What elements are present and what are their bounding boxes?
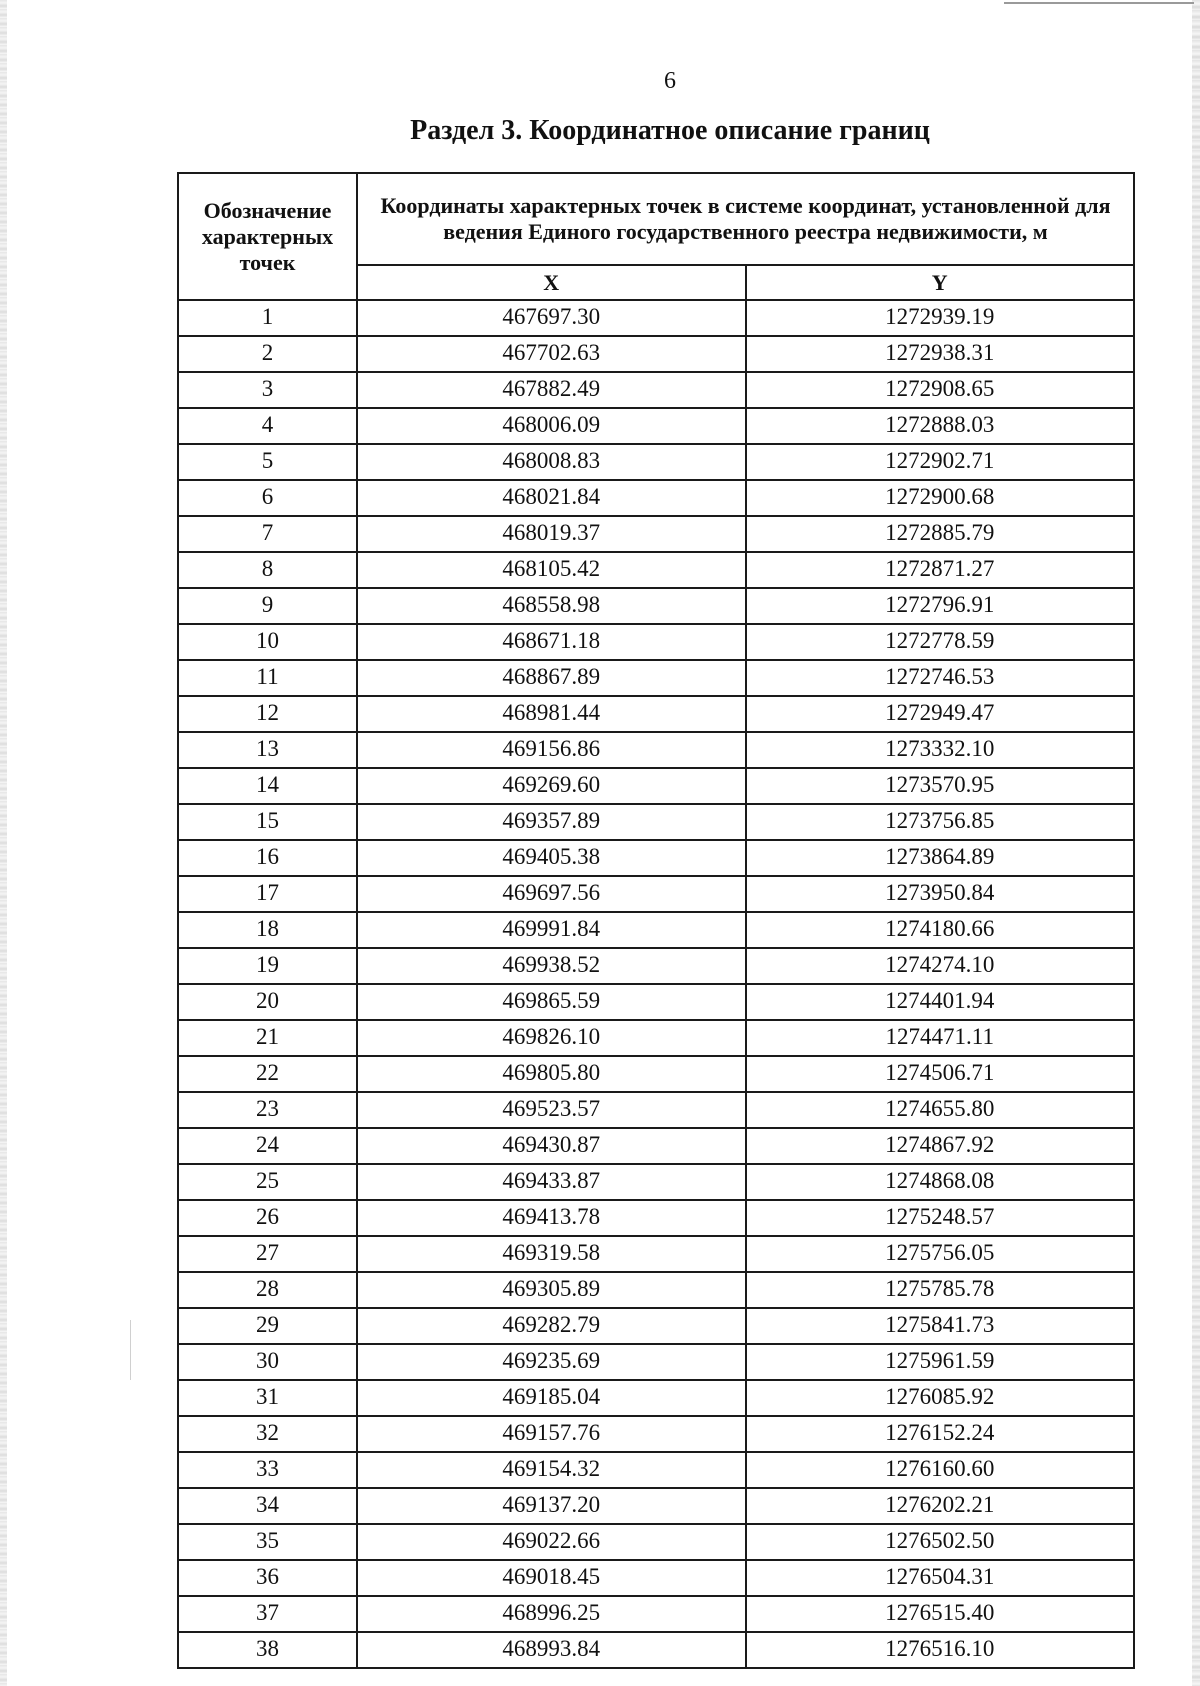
- x-coordinate-cell: 469991.84: [357, 912, 746, 948]
- x-coordinate-cell: 468993.84: [357, 1632, 746, 1668]
- table-row: [178, 1344, 1134, 1380]
- point-number-cell: 7: [178, 516, 357, 552]
- y-coordinate-cell: 1276502.50: [746, 1524, 1135, 1560]
- point-number-cell: 35: [178, 1524, 357, 1560]
- y-coordinate-cell: 1272778.59: [746, 624, 1135, 660]
- x-coordinate-cell: 468671.18: [357, 624, 746, 660]
- y-coordinate-cell: 1273570.95: [746, 768, 1135, 804]
- point-number-cell: 29: [178, 1308, 357, 1344]
- y-coordinate-cell: 1276515.40: [746, 1596, 1135, 1632]
- y-coordinate-cell: 1272949.47: [746, 696, 1135, 732]
- table-row: [178, 1560, 1134, 1596]
- x-coordinate-cell: 469156.86: [357, 732, 746, 768]
- y-coordinate-cell: 1275961.59: [746, 1344, 1135, 1380]
- table-row: [178, 372, 1134, 408]
- x-coordinate-cell: 469697.56: [357, 876, 746, 912]
- header-point-designation: Обозначение характерных точек: [178, 173, 357, 300]
- x-coordinate-cell: 468006.09: [357, 408, 746, 444]
- point-number-cell: 13: [178, 732, 357, 768]
- point-number-cell: 25: [178, 1164, 357, 1200]
- table-row: [178, 1416, 1134, 1452]
- y-coordinate-cell: 1272885.79: [746, 516, 1135, 552]
- x-coordinate-cell: 469305.89: [357, 1272, 746, 1308]
- x-coordinate-cell: 469938.52: [357, 948, 746, 984]
- x-coordinate-cell: 469235.69: [357, 1344, 746, 1380]
- y-coordinate-cell: 1273864.89: [746, 840, 1135, 876]
- table-row: [178, 1308, 1134, 1344]
- table-row: [178, 1524, 1134, 1560]
- table-row: [178, 732, 1134, 768]
- coordinates-table: [177, 172, 1135, 1669]
- point-number-cell: 38: [178, 1632, 357, 1668]
- y-coordinate-cell: 1274401.94: [746, 984, 1135, 1020]
- x-coordinate-cell: 467697.30: [357, 300, 746, 336]
- point-number-cell: 36: [178, 1560, 357, 1596]
- y-coordinate-cell: 1274180.66: [746, 912, 1135, 948]
- y-coordinate-cell: 1273756.85: [746, 804, 1135, 840]
- x-coordinate-cell: 469319.58: [357, 1236, 746, 1272]
- y-coordinate-cell: 1273332.10: [746, 732, 1135, 768]
- y-coordinate-cell: 1272939.19: [746, 300, 1135, 336]
- x-coordinate-cell: 469022.66: [357, 1524, 746, 1560]
- point-number-cell: 11: [178, 660, 357, 696]
- y-coordinate-cell: 1274506.71: [746, 1056, 1135, 1092]
- y-coordinate-cell: 1272900.68: [746, 480, 1135, 516]
- point-number-cell: 31: [178, 1380, 357, 1416]
- table-row: [178, 480, 1134, 516]
- point-number-cell: 21: [178, 1020, 357, 1056]
- x-coordinate-cell: 469413.78: [357, 1200, 746, 1236]
- point-number-cell: 1: [178, 300, 357, 336]
- section-title: Раздел 3. Координатное описание границ: [410, 115, 930, 146]
- table-row: [178, 1164, 1134, 1200]
- table-row: [178, 696, 1134, 732]
- point-number-cell: 27: [178, 1236, 357, 1272]
- page-number: 6: [664, 68, 676, 94]
- point-number-cell: 23: [178, 1092, 357, 1128]
- table-row: [178, 444, 1134, 480]
- scan-edge-left: [0, 0, 7, 1686]
- x-coordinate-cell: 467702.63: [357, 336, 746, 372]
- table-row: [178, 516, 1134, 552]
- y-coordinate-cell: 1272938.31: [746, 336, 1135, 372]
- scan-edge-right: [1192, 0, 1200, 1686]
- x-coordinate-cell: 469157.76: [357, 1416, 746, 1452]
- y-coordinate-cell: 1275248.57: [746, 1200, 1135, 1236]
- y-coordinate-cell: 1275756.05: [746, 1236, 1135, 1272]
- x-coordinate-cell: 468558.98: [357, 588, 746, 624]
- table-row: [178, 1632, 1134, 1668]
- x-coordinate-cell: 468021.84: [357, 480, 746, 516]
- table-row: [178, 1452, 1134, 1488]
- table-row: [178, 1128, 1134, 1164]
- y-coordinate-cell: 1274471.11: [746, 1020, 1135, 1056]
- header-y: Y: [746, 265, 1135, 300]
- scan-artifact-mark: [130, 1320, 131, 1380]
- header-row: [178, 173, 1134, 265]
- x-coordinate-cell: 469282.79: [357, 1308, 746, 1344]
- table-row: [178, 1236, 1134, 1272]
- point-number-cell: 34: [178, 1488, 357, 1524]
- x-coordinate-cell: 468996.25: [357, 1596, 746, 1632]
- table-row: [178, 804, 1134, 840]
- table-row: [178, 552, 1134, 588]
- point-number-cell: 32: [178, 1416, 357, 1452]
- y-coordinate-cell: 1274274.10: [746, 948, 1135, 984]
- point-number-cell: 18: [178, 912, 357, 948]
- y-coordinate-cell: 1276504.31: [746, 1560, 1135, 1596]
- table-row: [178, 1200, 1134, 1236]
- x-coordinate-cell: 469018.45: [357, 1560, 746, 1596]
- x-coordinate-cell: 469805.80: [357, 1056, 746, 1092]
- y-coordinate-cell: 1274867.92: [746, 1128, 1135, 1164]
- table-row: [178, 588, 1134, 624]
- table-row: [178, 1596, 1134, 1632]
- point-number-cell: 6: [178, 480, 357, 516]
- x-coordinate-cell: 469430.87: [357, 1128, 746, 1164]
- table-row: [178, 768, 1134, 804]
- x-coordinate-cell: 469137.20: [357, 1488, 746, 1524]
- point-number-cell: 4: [178, 408, 357, 444]
- y-coordinate-cell: 1276152.24: [746, 1416, 1135, 1452]
- x-coordinate-cell: 468105.42: [357, 552, 746, 588]
- point-number-cell: 10: [178, 624, 357, 660]
- y-coordinate-cell: 1274655.80: [746, 1092, 1135, 1128]
- y-coordinate-cell: 1272871.27: [746, 552, 1135, 588]
- table-row: [178, 300, 1134, 336]
- point-number-cell: 24: [178, 1128, 357, 1164]
- x-coordinate-cell: 468008.83: [357, 444, 746, 480]
- table-row: [178, 660, 1134, 696]
- y-coordinate-cell: 1272888.03: [746, 408, 1135, 444]
- y-coordinate-cell: 1273950.84: [746, 876, 1135, 912]
- y-coordinate-cell: 1272796.91: [746, 588, 1135, 624]
- point-number-cell: 2: [178, 336, 357, 372]
- header-x: X: [357, 265, 746, 300]
- table-row: [178, 1272, 1134, 1308]
- point-number-cell: 22: [178, 1056, 357, 1092]
- table-row: [178, 624, 1134, 660]
- point-number-cell: 33: [178, 1452, 357, 1488]
- table-row: [178, 876, 1134, 912]
- y-coordinate-cell: 1274868.08: [746, 1164, 1135, 1200]
- header-coordinates: Координаты характерных точек в системе координат, установленной для ведения Единого государственного реестра недвижимости, м: [357, 173, 1134, 265]
- x-coordinate-cell: 469405.38: [357, 840, 746, 876]
- x-coordinate-cell: 468867.89: [357, 660, 746, 696]
- y-coordinate-cell: 1276202.21: [746, 1488, 1135, 1524]
- table-row: [178, 408, 1134, 444]
- y-coordinate-cell: 1272908.65: [746, 372, 1135, 408]
- y-coordinate-cell: 1275785.78: [746, 1272, 1135, 1308]
- y-coordinate-cell: 1272902.71: [746, 444, 1135, 480]
- point-number-cell: 15: [178, 804, 357, 840]
- x-coordinate-cell: 469357.89: [357, 804, 746, 840]
- x-coordinate-cell: 469865.59: [357, 984, 746, 1020]
- point-number-cell: 9: [178, 588, 357, 624]
- x-coordinate-cell: 468019.37: [357, 516, 746, 552]
- table-row: [178, 336, 1134, 372]
- table-row: [178, 1020, 1134, 1056]
- x-coordinate-cell: 469826.10: [357, 1020, 746, 1056]
- table-row: [178, 948, 1134, 984]
- point-number-cell: 30: [178, 1344, 357, 1380]
- point-number-cell: 17: [178, 876, 357, 912]
- table-header: [178, 173, 1134, 300]
- table-row: [178, 840, 1134, 876]
- x-coordinate-cell: 469269.60: [357, 768, 746, 804]
- point-number-cell: 12: [178, 696, 357, 732]
- table-row: [178, 1380, 1134, 1416]
- x-coordinate-cell: 469433.87: [357, 1164, 746, 1200]
- y-coordinate-cell: 1276516.10: [746, 1632, 1135, 1668]
- point-number-cell: 16: [178, 840, 357, 876]
- y-coordinate-cell: 1272746.53: [746, 660, 1135, 696]
- point-number-cell: 20: [178, 984, 357, 1020]
- point-number-cell: 19: [178, 948, 357, 984]
- x-coordinate-cell: 467882.49: [357, 372, 746, 408]
- point-number-cell: 37: [178, 1596, 357, 1632]
- table-row: [178, 1488, 1134, 1524]
- y-coordinate-cell: 1276160.60: [746, 1452, 1135, 1488]
- table-body: [178, 300, 1134, 1668]
- table-row: [178, 984, 1134, 1020]
- point-number-cell: 14: [178, 768, 357, 804]
- x-coordinate-cell: 469523.57: [357, 1092, 746, 1128]
- point-number-cell: 3: [178, 372, 357, 408]
- table-row: [178, 1056, 1134, 1092]
- x-coordinate-cell: 468981.44: [357, 696, 746, 732]
- table-row: [178, 912, 1134, 948]
- y-coordinate-cell: 1275841.73: [746, 1308, 1135, 1344]
- y-coordinate-cell: 1276085.92: [746, 1380, 1135, 1416]
- point-number-cell: 5: [178, 444, 357, 480]
- table-row: [178, 1092, 1134, 1128]
- point-number-cell: 28: [178, 1272, 357, 1308]
- point-number-cell: 8: [178, 552, 357, 588]
- x-coordinate-cell: 469154.32: [357, 1452, 746, 1488]
- x-coordinate-cell: 469185.04: [357, 1380, 746, 1416]
- point-number-cell: 26: [178, 1200, 357, 1236]
- scan-artifact-line: [1004, 2, 1194, 4]
